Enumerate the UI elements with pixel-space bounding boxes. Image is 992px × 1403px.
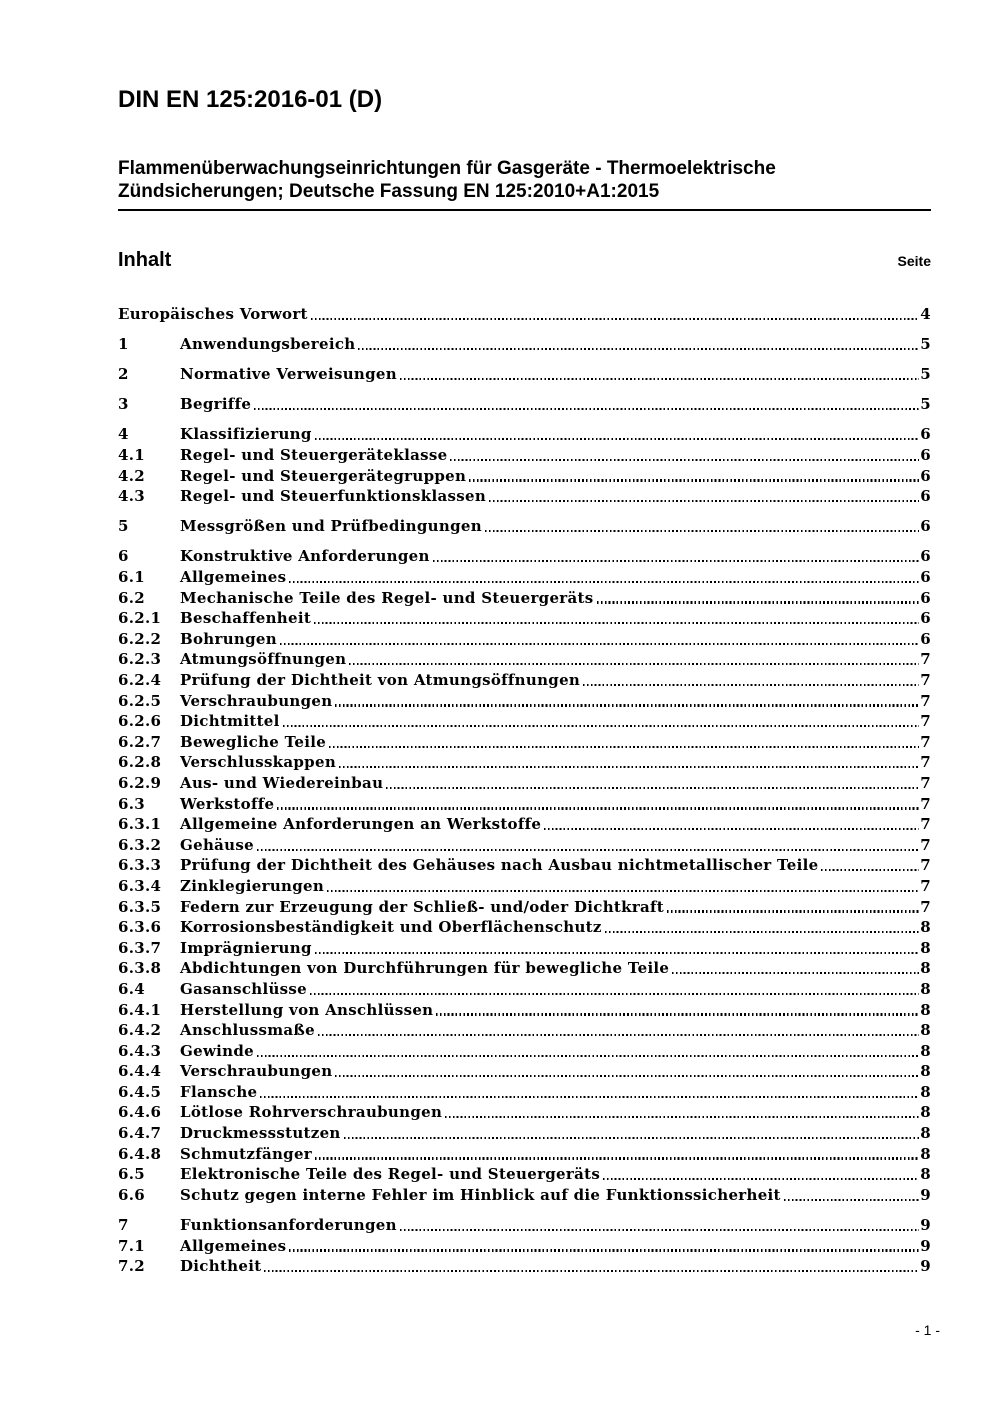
toc-entry[interactable] [118,1100,931,1121]
dot-leader [254,408,919,410]
toc-entry[interactable] [118,791,931,812]
toc-entry-number: 4.3 [118,487,145,506]
toc-header [118,247,931,273]
toc-entry-title: Herstellung von Anschlüssen [180,1000,434,1019]
dot-leader [311,318,919,320]
toc-entry[interactable] [118,362,931,383]
dot-leader [257,849,919,851]
toc-entry-number: 6.6 [118,1185,145,1204]
toc-entry-number: 6.3 [118,794,145,813]
toc-entry[interactable] [118,853,931,874]
dot-leader [433,560,920,562]
toc-entry-page: 6 [920,487,931,506]
toc-entry[interactable] [118,544,931,565]
toc-entry-page: 7 [920,856,931,875]
toc-entry-page: 6 [920,629,931,648]
dot-leader [489,500,919,502]
header-divider [118,209,931,211]
toc-entry-page: 6 [920,446,931,465]
dot-leader [335,704,919,706]
toc-entry-title: Beschaffenheit [180,609,312,628]
toc-entry-number: 6.2.8 [118,753,162,772]
toc-entry-title: Prüfung der Dichtheit des Gehäuses nach Ausbau nichtmetallischer Teile [180,856,819,875]
toc-entry-number: 4.1 [118,446,145,465]
dot-leader [450,459,919,461]
toc-entry[interactable] [118,606,931,627]
toc-entry[interactable] [118,1183,931,1204]
toc-entry-number: 6.3.4 [118,876,162,895]
toc-entry-page: 8 [920,1103,931,1122]
toc-entry[interactable] [118,302,931,323]
toc-entry[interactable] [118,1080,931,1101]
toc-entry[interactable] [118,1233,931,1254]
toc-entry-number: 6.3.2 [118,835,162,854]
toc-entry-page: 7 [920,876,931,895]
toc-entry-number: 6.4.7 [118,1124,162,1143]
dot-leader [784,1199,919,1201]
toc-entry-number: 1 [118,335,129,354]
toc-entry[interactable] [118,484,931,505]
toc-entry[interactable] [118,956,931,977]
toc-entry-number: 6.3.6 [118,918,162,937]
dot-leader [344,1137,920,1139]
toc-entry-title: Schmutzfänger [180,1144,313,1163]
dot-leader [329,746,919,748]
dot-leader [315,1157,919,1159]
toc-entry[interactable] [118,586,931,607]
toc-entry[interactable] [118,709,931,730]
dot-leader [289,581,919,583]
dot-leader [544,828,919,830]
toc-entry-title: Regel- und Steuergerätegruppen [180,466,467,485]
toc-entry-number: 4 [118,425,129,444]
toc-entry-number: 2 [118,365,129,384]
toc-entry[interactable] [118,627,931,648]
toc-entry[interactable] [118,874,931,895]
toc-entry-title: Bohrungen [180,629,277,648]
toc-entry[interactable] [118,730,931,751]
dot-leader [485,530,919,532]
toc-entry-title: Gehäuse [180,835,254,854]
toc-entry-title: Korrosionsbeständigkeit und Oberflächenschutz [180,918,602,937]
toc-entry-number: 6.5 [118,1165,145,1184]
toc-entry-title: Flansche [180,1082,258,1101]
toc-entry-page: 8 [920,959,931,978]
dot-leader [335,1075,919,1077]
toc-entry-title: Druckmessstutzen [180,1124,341,1143]
dot-leader [327,890,919,892]
toc-heading: Inhalt [118,249,172,271]
toc-entry[interactable] [118,1018,931,1039]
toc-entry-page: 7 [920,712,931,731]
toc-entry[interactable] [118,565,931,586]
dot-leader [386,787,919,789]
toc-entry[interactable] [118,332,931,353]
toc-entry-number: 6 [118,547,129,566]
toc-entry-title: Werkstoffe [180,794,275,813]
toc-entry-number: 6.1 [118,568,145,587]
toc-entry-title: Anschlussmaße [180,1021,315,1040]
toc-entry-title: Dichtmittel [180,712,280,731]
dot-leader [603,1178,919,1180]
toc-entry-page: 8 [920,1124,931,1143]
dot-leader [315,438,920,440]
toc-entry-number: 6.2 [118,588,145,607]
toc-entry[interactable] [118,1059,931,1080]
toc-entry[interactable] [118,1142,931,1163]
toc-entry-title: Prüfung der Dichtheit von Atmungsöffnungen [180,671,581,689]
toc-entry-page: 6 [920,466,931,485]
toc-entry[interactable] [118,1254,931,1275]
toc-entry-title: Elektronische Teile des Regel- und Steuergeräts [180,1165,601,1184]
toc-entry-title: Atmungsöffnungen [180,650,347,669]
toc-entry-number: 6.3.7 [118,938,162,957]
toc-entry[interactable] [118,812,931,833]
toc-entry-title: Gewinde [180,1041,255,1060]
toc-entry-number: 6.4.8 [118,1144,162,1163]
toc-entry-title: Allgemeine Anforderungen an Werkstoffe [180,815,542,834]
toc-entry-page: 9 [920,1257,931,1276]
dot-leader [469,479,919,481]
dot-leader [264,1270,919,1272]
toc-entry-page: 9 [920,1215,931,1234]
toc-entry-title: Begriffe [180,395,252,414]
toc-entry-number: 6.2.7 [118,732,162,751]
toc-entry[interactable] [118,443,931,464]
toc-entry-number: 6.4 [118,979,145,998]
toc-entry-number: 6.3.3 [118,856,162,875]
toc-entry[interactable] [118,894,931,915]
toc-entry-title: Regel- und Steuergeräteklasse [180,446,448,465]
toc-entry-page: 6 [920,609,931,628]
toc-entry-page: 8 [920,918,931,937]
toc-entry-page: 7 [920,650,931,669]
dot-leader [318,1034,919,1036]
toc-entry-page: 8 [920,1082,931,1101]
dot-leader [277,807,919,809]
toc-entry-number: 6.4.4 [118,1062,162,1081]
toc-entry[interactable] [118,422,931,443]
toc-entry-page: 8 [920,1144,931,1163]
dot-leader [597,601,920,603]
toc-entry-title: Konstruktive Anforderungen [180,547,430,566]
dot-leader [436,1013,919,1015]
toc-entry-number: 6.4.3 [118,1041,162,1060]
toc-entry-number: 6.2.1 [118,609,162,628]
page-content [118,0,931,1275]
toc-entry-number: 6.4.5 [118,1082,162,1101]
toc-entry-page: 7 [920,835,931,854]
toc-entry-title: Europäisches Vorwort [118,305,308,324]
toc-entry[interactable] [118,1162,931,1183]
toc-entry[interactable] [118,1121,931,1142]
toc-entry-title: Aus- und Wiedereinbau [180,773,384,792]
toc-entry-title: Federn zur Erzeugung der Schließ- und/oder Dichtkraft [180,897,665,916]
toc-entry[interactable] [118,936,931,957]
toc-entry-number: 7 [118,1215,129,1234]
toc-entry-number: 6.3.5 [118,897,162,916]
toc-entry-page: 7 [920,753,931,772]
toc-entry[interactable] [118,647,931,668]
toc-entry-number: 6.2.9 [118,773,162,792]
toc-entry-page: 8 [920,938,931,957]
toc-entry-page: 7 [920,897,931,916]
toc-entry-title: Regel- und Steuerfunktionsklassen [180,487,487,506]
toc-entry-page: 7 [920,671,931,689]
toc-entry-number: 3 [118,395,129,414]
toc-entry-number: 6.2.4 [118,671,162,689]
page-number-footer: - 1 - [915,1322,940,1338]
toc-entry-page: 6 [920,547,931,566]
toc-entry-title: Allgemeines [180,1236,287,1255]
toc-entry-number: 6.2.5 [118,691,162,710]
toc-entry-page: 8 [920,1000,931,1019]
dot-leader [667,910,919,912]
toc-entry-number: 4.2 [118,466,145,485]
dot-leader [400,378,919,380]
toc-entry-title: Imprägnierung [180,938,312,957]
toc-entry[interactable] [118,464,931,485]
toc-entry-page: 7 [920,732,931,751]
toc-entry-title: Schutz gegen interne Fehler im Hinblick auf die Funktionssicherheit [180,1185,781,1204]
toc-entry-page: 5 [920,395,931,414]
toc-entry-number: 6.4.1 [118,1000,162,1019]
toc-entry-title: Verschraubungen [180,691,333,710]
toc-entry-page: 6 [920,517,931,536]
toc-entry-number: 5 [118,517,129,536]
toc-entry-page: 6 [920,588,931,607]
toc-entry-page: 5 [920,335,931,354]
dot-leader [257,1055,919,1057]
toc-entry[interactable] [118,668,931,689]
toc-entry-page: 6 [920,425,931,444]
document-subtitle: Flammenüberwachungseinrichtungen für Gasgeräte - Thermoelektrische Zündsicherungen; Deutsche Fassung EN 125:2010+A1:2015 [118,158,776,202]
dot-leader [280,643,919,645]
toc-entry-page: 9 [920,1236,931,1255]
toc-entry-title: Bewegliche Teile [180,732,327,751]
toc-entry-page: 7 [920,773,931,792]
dot-leader [260,1096,919,1098]
toc-entry[interactable] [118,977,931,998]
toc-entry-title: Lötlose Rohrverschraubungen [180,1103,443,1122]
toc-page-column-label: Seite [897,253,931,269]
toc-entry[interactable] [118,689,931,710]
dot-leader [672,972,919,974]
dot-leader [605,931,920,933]
toc-entry-title: Klassifizierung [180,425,312,444]
toc-entry-number: 6.4.6 [118,1103,162,1122]
dot-leader [315,952,920,954]
toc-entry[interactable] [118,915,931,936]
dot-leader [289,1249,919,1251]
toc-entry-title: Verschraubungen [180,1062,333,1081]
dot-leader [583,684,919,686]
toc-entry[interactable] [118,771,931,792]
toc-entry-page: 6 [920,568,931,587]
toc-entry-number: 6.2.3 [118,650,162,669]
toc-entry-page: 7 [920,815,931,834]
document-id-title: DIN EN 125:2016-01 (D) [118,86,383,113]
toc-entry-title: Mechanische Teile des Regel- und Steuergeräts [180,588,594,607]
toc-entry[interactable] [118,1039,931,1060]
toc-entry-title: Zinklegierungen [180,876,325,895]
toc-entry[interactable] [118,833,931,854]
dot-leader [310,993,919,995]
toc-entry[interactable] [118,750,931,771]
dot-leader [358,348,919,350]
toc-entry-page: 8 [920,1021,931,1040]
toc-entry-number: 6.2.2 [118,629,162,648]
dot-leader [821,869,919,871]
dot-leader [445,1116,919,1118]
toc-entry-number: 6.3.8 [118,959,162,978]
toc-entry-title: Verschlusskappen [180,753,337,772]
toc-entry-title: Funktionsanforderungen [180,1215,397,1234]
toc-entry-title: Normative Verweisungen [180,365,397,384]
toc-entry[interactable] [118,514,931,535]
toc-entry-page: 7 [920,691,931,710]
toc-entry[interactable] [118,997,931,1018]
toc-list [118,302,931,1275]
dot-leader [283,725,920,727]
toc-entry-number: 6.3.1 [118,815,162,834]
toc-entry-page: 5 [920,365,931,384]
toc-entry-page: 8 [920,1165,931,1184]
toc-entry-number: 6.4.2 [118,1021,162,1040]
toc-entry-title: Abdichtungen von Durchführungen für bewegliche Teile [180,959,670,978]
dot-leader [339,766,919,768]
toc-entry[interactable] [118,392,931,413]
toc-entry-number: 7.1 [118,1236,145,1255]
toc-entry-page: 8 [920,1062,931,1081]
dot-leader [349,663,919,665]
toc-entry-title: Allgemeines [180,568,287,587]
dot-leader [314,622,919,624]
toc-entry-page: 8 [920,1041,931,1060]
toc-entry-page: 7 [920,794,931,813]
toc-entry-title: Gasanschlüsse [180,979,308,998]
toc-entry-title: Messgrößen und Prüfbedingungen [180,517,482,536]
toc-entry-title: Anwendungsbereich [180,335,356,354]
toc-entry-page: 8 [920,979,931,998]
dot-leader [400,1229,919,1231]
toc-entry-title: Dichtheit [180,1257,262,1276]
toc-entry-page: 4 [920,305,931,324]
toc-entry-number: 7.2 [118,1257,145,1276]
toc-entry[interactable] [118,1213,931,1234]
toc-entry-page: 9 [920,1185,931,1204]
toc-entry-number: 6.2.6 [118,712,162,731]
